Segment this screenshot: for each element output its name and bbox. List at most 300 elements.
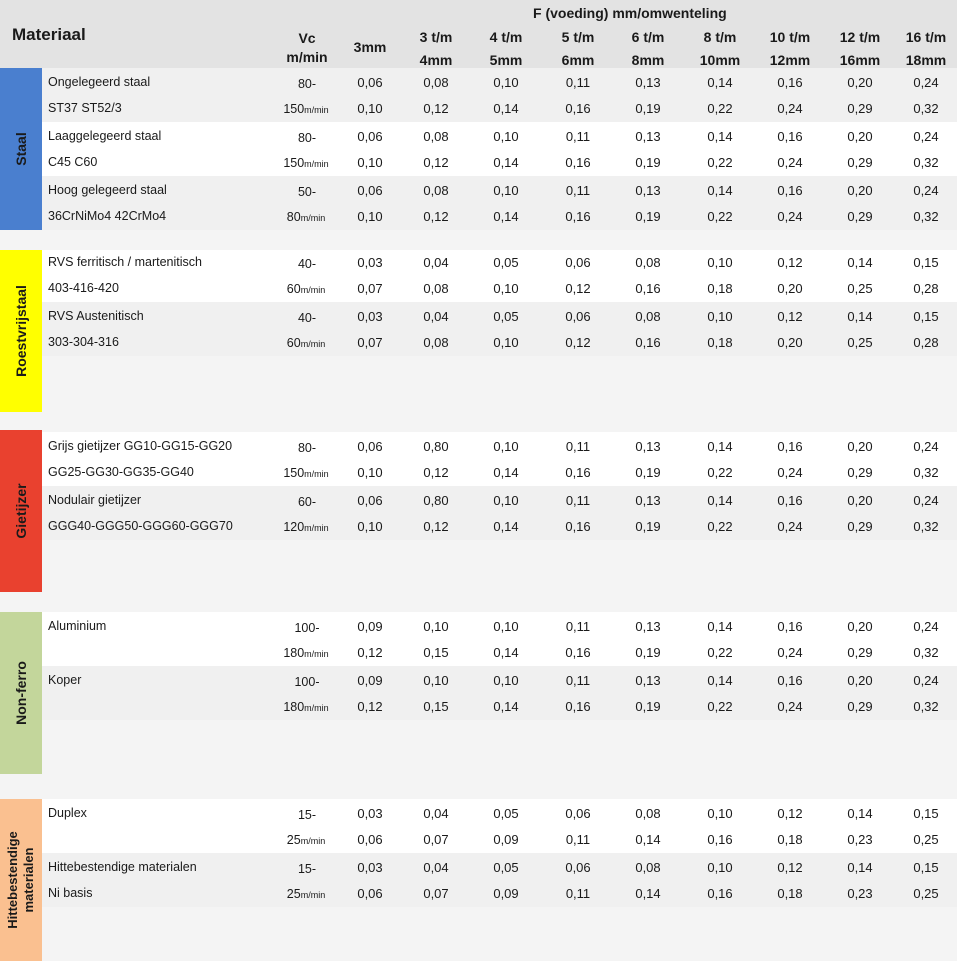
feed-value: 0,14 [493, 101, 519, 116]
feed-value: 0,20 [847, 129, 873, 144]
feed-value: 0,15 [913, 806, 939, 821]
feed-value: 0,16 [777, 183, 803, 198]
header-col-top: 3 t/m [419, 29, 453, 45]
feed-value: 0,16 [565, 101, 591, 116]
feed-value: 0,04 [423, 860, 449, 875]
material-name: Ongelegeerd staal [48, 75, 151, 89]
feed-value: 0,25 [847, 335, 873, 350]
vc-max-value: 60 [286, 336, 301, 350]
feed-value: 0,25 [913, 832, 939, 847]
feed-value: 0,10 [493, 335, 519, 350]
feed-value: 0,11 [565, 619, 591, 634]
vc-max [272, 520, 340, 534]
spacer-band [0, 720, 957, 799]
feed-value: 0,20 [847, 75, 873, 90]
feed-value: 0,16 [777, 439, 803, 454]
table-row [0, 302, 957, 356]
feed-value: 0,14 [847, 309, 873, 324]
header-col-top: 6 t/m [631, 29, 665, 45]
feed-value: 0,09 [357, 619, 383, 634]
feed-value: 0,06 [565, 806, 591, 821]
feed-value: 0,10 [493, 619, 519, 634]
feed-value: 0,08 [423, 335, 449, 350]
vc-max-value: 150 [283, 102, 305, 116]
vc-min: 100- [294, 675, 320, 689]
vc-unit: m/min [300, 213, 326, 223]
table-row [0, 176, 957, 230]
vc-max-value: 60 [286, 282, 301, 296]
feed-value: 0,14 [707, 673, 733, 688]
vc-unit: m/min [304, 159, 329, 169]
feed-value: 0,11 [565, 493, 591, 508]
header-feed-title: F (voeding) mm/omwenteling [533, 5, 727, 21]
feed-value: 0,06 [565, 860, 591, 875]
feed-value: 0,08 [423, 281, 449, 296]
feed-value: 0,12 [565, 335, 591, 350]
table-row [0, 248, 957, 302]
material-grades: 36CrNiMo4 42CrMo4 [48, 209, 167, 223]
feed-value: 0,06 [565, 309, 591, 324]
feed-value: 0,16 [565, 465, 591, 480]
feed-value: 0,06 [357, 886, 383, 901]
vc-min: 50- [297, 185, 317, 199]
feed-value: 0,09 [493, 886, 519, 901]
feed-value: 0,15 [423, 699, 449, 714]
feed-value: 0,16 [707, 832, 733, 847]
material-name: Laaggelegeerd staal [48, 129, 162, 143]
vc-max-value: 25 [286, 833, 301, 847]
material-name: RVS ferritisch / martenitisch [48, 255, 202, 269]
table-row [0, 68, 957, 122]
feed-value: 0,12 [777, 309, 803, 324]
feed-value: 0,10 [357, 465, 383, 480]
vc-min: 80- [297, 77, 317, 91]
feed-value: 0,03 [357, 806, 383, 821]
vc-max [272, 282, 340, 296]
spacer-band [0, 230, 957, 250]
feed-value: 0,19 [635, 101, 661, 116]
feed-value: 0,14 [493, 155, 519, 170]
feed-value: 0,10 [707, 860, 733, 875]
feed-value: 0,19 [635, 519, 661, 534]
feed-value: 0,10 [707, 255, 733, 270]
feed-value: 0,28 [913, 281, 939, 296]
material-grades: Ni basis [48, 886, 93, 900]
feed-value: 0,14 [707, 493, 733, 508]
feed-value: 0,20 [777, 281, 803, 296]
feed-value: 0,10 [423, 673, 449, 688]
header-col-top: 4 t/m [489, 29, 523, 45]
feed-value: 0,16 [777, 673, 803, 688]
feed-value: 0,14 [493, 699, 519, 714]
vc-max-value: 150 [283, 466, 305, 480]
feed-value: 0,32 [913, 101, 939, 116]
feed-value: 0,16 [707, 886, 733, 901]
feed-value: 0,13 [635, 75, 661, 90]
material-grades: ST37 ST52/3 [48, 101, 122, 115]
feed-value: 0,14 [847, 860, 873, 875]
feed-value: 0,24 [777, 101, 803, 116]
header-col-bottom: 6mm [561, 52, 595, 68]
vc-min: 80- [297, 131, 317, 145]
feed-value: 0,06 [357, 183, 383, 198]
feed-value: 0,08 [423, 75, 449, 90]
vc-unit: m/min [300, 339, 326, 349]
feed-value: 0,24 [913, 619, 939, 634]
feed-value: 0,22 [707, 645, 733, 660]
feed-value: 0,25 [847, 281, 873, 296]
feed-value: 0,03 [357, 860, 383, 875]
vc-max-value: 80 [286, 210, 301, 224]
feed-value: 0,10 [357, 155, 383, 170]
feed-value: 0,24 [913, 673, 939, 688]
vc-min: 60- [297, 495, 317, 509]
header-col-top: 16 t/m [905, 29, 947, 45]
feed-value: 0,08 [423, 129, 449, 144]
feed-value: 0,06 [357, 493, 383, 508]
feed-value: 0,12 [423, 519, 449, 534]
feed-value: 0,10 [707, 309, 733, 324]
group-label: Non-ferro [13, 661, 29, 725]
feed-value: 0,10 [423, 619, 449, 634]
vc-max [272, 210, 340, 224]
feed-value: 0,24 [777, 699, 803, 714]
feed-value: 0,12 [565, 281, 591, 296]
feed-value: 0,10 [493, 129, 519, 144]
feed-value: 0,06 [357, 75, 383, 90]
feed-value: 0,24 [913, 439, 939, 454]
vc-unit: m/min [304, 105, 329, 115]
feed-value: 0,15 [913, 309, 939, 324]
header-vc: Vc [298, 30, 316, 46]
feed-value: 0,16 [565, 155, 591, 170]
vc-unit: m/min [304, 469, 329, 479]
feed-value: 0,80 [423, 493, 449, 508]
header-col-bottom: 18mm [905, 52, 947, 68]
feed-value: 0,19 [635, 209, 661, 224]
material-grades: C45 C60 [48, 155, 98, 169]
material-grades: 303-304-316 [48, 335, 119, 349]
feed-value: 0,24 [913, 75, 939, 90]
material-name: Hittebestendige materialen [48, 860, 197, 874]
feed-value: 0,08 [423, 183, 449, 198]
feed-value: 0,15 [913, 255, 939, 270]
vc-max-value: 180 [283, 646, 305, 660]
feed-value: 0,05 [493, 806, 519, 821]
vc-min: 80- [297, 441, 317, 455]
feed-value: 0,14 [635, 832, 661, 847]
header-col-bottom: 4mm [419, 52, 453, 68]
feed-value: 0,14 [493, 519, 519, 534]
vc-unit: m/min [304, 649, 329, 659]
feed-value: 0,29 [847, 519, 873, 534]
feed-value: 0,14 [847, 806, 873, 821]
feed-value: 0,18 [777, 832, 803, 847]
feed-value: 0,12 [423, 155, 449, 170]
header-col-bottom: 5mm [489, 52, 523, 68]
feed-value: 0,24 [777, 155, 803, 170]
feed-value: 0,13 [635, 673, 661, 688]
feed-value: 0,07 [423, 832, 449, 847]
feed-value: 0,05 [493, 309, 519, 324]
feed-value: 0,29 [847, 155, 873, 170]
vc-max [272, 466, 340, 480]
feed-value: 0,11 [565, 183, 591, 198]
feed-value: 0,03 [357, 309, 383, 324]
group-2-block [0, 250, 42, 412]
table-row [0, 122, 957, 176]
feed-value: 0,16 [565, 645, 591, 660]
feed-value: 0,14 [707, 183, 733, 198]
table-row [0, 799, 957, 853]
feed-value: 0,11 [565, 673, 591, 688]
feed-value: 0,20 [777, 335, 803, 350]
feed-value: 0,04 [423, 309, 449, 324]
feed-value: 0,24 [777, 209, 803, 224]
group-label: Hittebestendige materialen [5, 831, 36, 929]
feed-value: 0,23 [847, 886, 873, 901]
feed-value: 0,10 [493, 183, 519, 198]
table-row [0, 486, 957, 540]
feed-value: 0,29 [847, 645, 873, 660]
feed-value: 0,10 [493, 673, 519, 688]
feed-value: 0,11 [565, 886, 591, 901]
vc-max [272, 646, 340, 660]
feed-value: 0,13 [635, 183, 661, 198]
feed-value: 0,32 [913, 155, 939, 170]
feed-value: 0,05 [493, 255, 519, 270]
feed-value: 0,24 [913, 129, 939, 144]
header-col-bottom: 12mm [769, 52, 811, 68]
feed-value: 0,22 [707, 155, 733, 170]
feed-value: 0,20 [847, 493, 873, 508]
vc-max-value: 120 [283, 520, 305, 534]
feed-value: 0,14 [493, 465, 519, 480]
feed-value: 0,22 [707, 209, 733, 224]
feed-value: 0,23 [847, 832, 873, 847]
group-label: Staal [13, 132, 29, 166]
header-col-top: 10 t/m [769, 29, 811, 45]
feed-value: 0,11 [565, 832, 591, 847]
feed-value: 0,10 [357, 519, 383, 534]
feed-value: 0,32 [913, 465, 939, 480]
feed-value: 0,16 [777, 75, 803, 90]
feed-value: 0,19 [635, 155, 661, 170]
table-row [0, 432, 957, 486]
feed-value: 0,12 [357, 699, 383, 714]
feed-value: 0,22 [707, 519, 733, 534]
feed-value: 0,16 [565, 519, 591, 534]
feed-value: 0,29 [847, 465, 873, 480]
feed-value: 0,13 [635, 619, 661, 634]
material-name: Koper [48, 673, 82, 687]
feed-value: 0,15 [913, 860, 939, 875]
vc-unit: m/min [304, 523, 329, 533]
vc-max-value: 25 [286, 887, 301, 901]
feed-value: 0,10 [493, 281, 519, 296]
feed-value: 0,05 [493, 860, 519, 875]
vc-min: 40- [297, 311, 317, 325]
feed-value: 0,12 [423, 465, 449, 480]
header-vc-unit: m/min [286, 49, 328, 65]
material-name: Hoog gelegeerd staal [48, 183, 167, 197]
feed-value: 0,12 [777, 860, 803, 875]
feed-value: 0,08 [635, 309, 661, 324]
feed-value: 0,10 [357, 101, 383, 116]
feed-value: 0,10 [707, 806, 733, 821]
feed-value: 0,24 [913, 183, 939, 198]
vc-max [272, 700, 340, 714]
vc-max [272, 336, 340, 350]
feed-value: 0,10 [357, 209, 383, 224]
feed-value: 0,18 [707, 281, 733, 296]
header-col-top: 12 t/m [839, 29, 881, 45]
feed-value: 0,20 [847, 619, 873, 634]
table-row [0, 853, 957, 907]
vc-max-value: 150 [283, 156, 305, 170]
header-col-top: 5 t/m [561, 29, 595, 45]
feed-value: 0,11 [565, 129, 591, 144]
material-grades: 403-416-420 [48, 281, 119, 295]
feed-value: 0,14 [493, 645, 519, 660]
material-name: RVS Austenitisch [48, 309, 144, 323]
feed-value: 0,07 [357, 281, 383, 296]
vc-max [272, 156, 340, 170]
feed-value: 0,20 [847, 439, 873, 454]
feed-value: 0,24 [777, 645, 803, 660]
header-col-bottom: 16mm [839, 52, 881, 68]
group-label: Gietijzer [13, 483, 29, 539]
feed-value: 0,16 [635, 281, 661, 296]
feed-value: 0,16 [777, 619, 803, 634]
feed-value: 0,14 [707, 439, 733, 454]
feed-value: 0,22 [707, 699, 733, 714]
vc-unit: m/min [300, 890, 326, 900]
table-row [0, 612, 957, 666]
feed-value: 0,03 [357, 255, 383, 270]
feed-value: 0,08 [635, 806, 661, 821]
feed-value: 0,22 [707, 101, 733, 116]
material-grades: GG25-GG30-GG35-GG40 [48, 465, 194, 479]
feed-value: 0,06 [357, 832, 383, 847]
spacer-band [0, 907, 957, 961]
feed-value: 0,16 [565, 209, 591, 224]
group-label: Roestvrijstaal [13, 285, 29, 377]
feed-value: 0,06 [565, 255, 591, 270]
feed-value: 0,13 [635, 493, 661, 508]
material-name: Duplex [48, 806, 87, 820]
vc-unit: m/min [300, 285, 326, 295]
vc-unit: m/min [300, 836, 326, 846]
header-materiaal: Materiaal [12, 25, 86, 44]
feed-value: 0,12 [423, 209, 449, 224]
feed-value: 0,15 [423, 645, 449, 660]
feed-value: 0,04 [423, 806, 449, 821]
vc-max [272, 833, 340, 847]
feed-value: 0,14 [707, 129, 733, 144]
material-grades: GGG40-GGG50-GGG60-GGG70 [48, 519, 233, 533]
feed-value: 0,80 [423, 439, 449, 454]
feed-value: 0,10 [493, 439, 519, 454]
feed-value: 0,10 [493, 493, 519, 508]
spacer-band [0, 356, 957, 432]
vc-max-value: 180 [283, 700, 305, 714]
feed-value: 0,07 [357, 335, 383, 350]
feed-value: 0,12 [423, 101, 449, 116]
vc-max [272, 887, 340, 901]
feed-value: 0,19 [635, 465, 661, 480]
feed-value: 0,08 [635, 860, 661, 875]
feed-value: 0,19 [635, 645, 661, 660]
feed-value: 0,12 [777, 806, 803, 821]
feed-value: 0,32 [913, 209, 939, 224]
feed-value: 0,18 [777, 886, 803, 901]
feed-value: 0,11 [565, 75, 591, 90]
feed-value: 0,29 [847, 101, 873, 116]
feed-value: 0,14 [493, 209, 519, 224]
header-col-top: 8 t/m [703, 29, 737, 45]
feed-value: 0,16 [777, 493, 803, 508]
feed-value: 0,32 [913, 645, 939, 660]
vc-unit: m/min [304, 703, 329, 713]
header-col-bottom: 3mm [353, 39, 387, 55]
feed-value: 0,13 [635, 129, 661, 144]
feed-value: 0,20 [847, 183, 873, 198]
header-col-bottom: 8mm [631, 52, 665, 68]
feed-value: 0,20 [847, 673, 873, 688]
feed-value: 0,12 [777, 255, 803, 270]
feed-value: 0,06 [357, 439, 383, 454]
group-1-block [0, 68, 42, 230]
feed-value: 0,19 [635, 699, 661, 714]
group-5-block [0, 799, 42, 961]
vc-max [272, 102, 340, 116]
feed-value: 0,18 [707, 335, 733, 350]
feed-value: 0,06 [357, 129, 383, 144]
feed-value: 0,14 [707, 75, 733, 90]
group-3-block [0, 430, 42, 592]
feed-value: 0,14 [635, 886, 661, 901]
feed-value: 0,11 [565, 439, 591, 454]
vc-min: 100- [294, 621, 320, 635]
feed-value: 0,04 [423, 255, 449, 270]
feed-value: 0,16 [635, 335, 661, 350]
feed-value: 0,09 [357, 673, 383, 688]
table-row [0, 666, 957, 720]
material-name: Aluminium [48, 619, 107, 633]
feed-value: 0,29 [847, 209, 873, 224]
feed-value: 0,24 [777, 519, 803, 534]
feed-value: 0,07 [423, 886, 449, 901]
vc-min: 15- [297, 808, 317, 822]
vc-min: 40- [297, 257, 317, 271]
feed-value: 0,08 [635, 255, 661, 270]
vc-min: 15- [297, 862, 317, 876]
material-name: Grijs gietijzer GG10-GG15-GG20 [48, 439, 233, 453]
feed-value: 0,24 [913, 493, 939, 508]
feed-value: 0,10 [493, 75, 519, 90]
group-4-block [0, 612, 42, 774]
feed-value: 0,32 [913, 519, 939, 534]
feed-value: 0,13 [635, 439, 661, 454]
feed-value: 0,22 [707, 465, 733, 480]
feed-value: 0,32 [913, 699, 939, 714]
feed-value: 0,16 [565, 699, 591, 714]
header-col-bottom: 10mm [699, 52, 741, 68]
feed-value: 0,24 [777, 465, 803, 480]
feed-value: 0,12 [357, 645, 383, 660]
feed-value: 0,09 [493, 832, 519, 847]
